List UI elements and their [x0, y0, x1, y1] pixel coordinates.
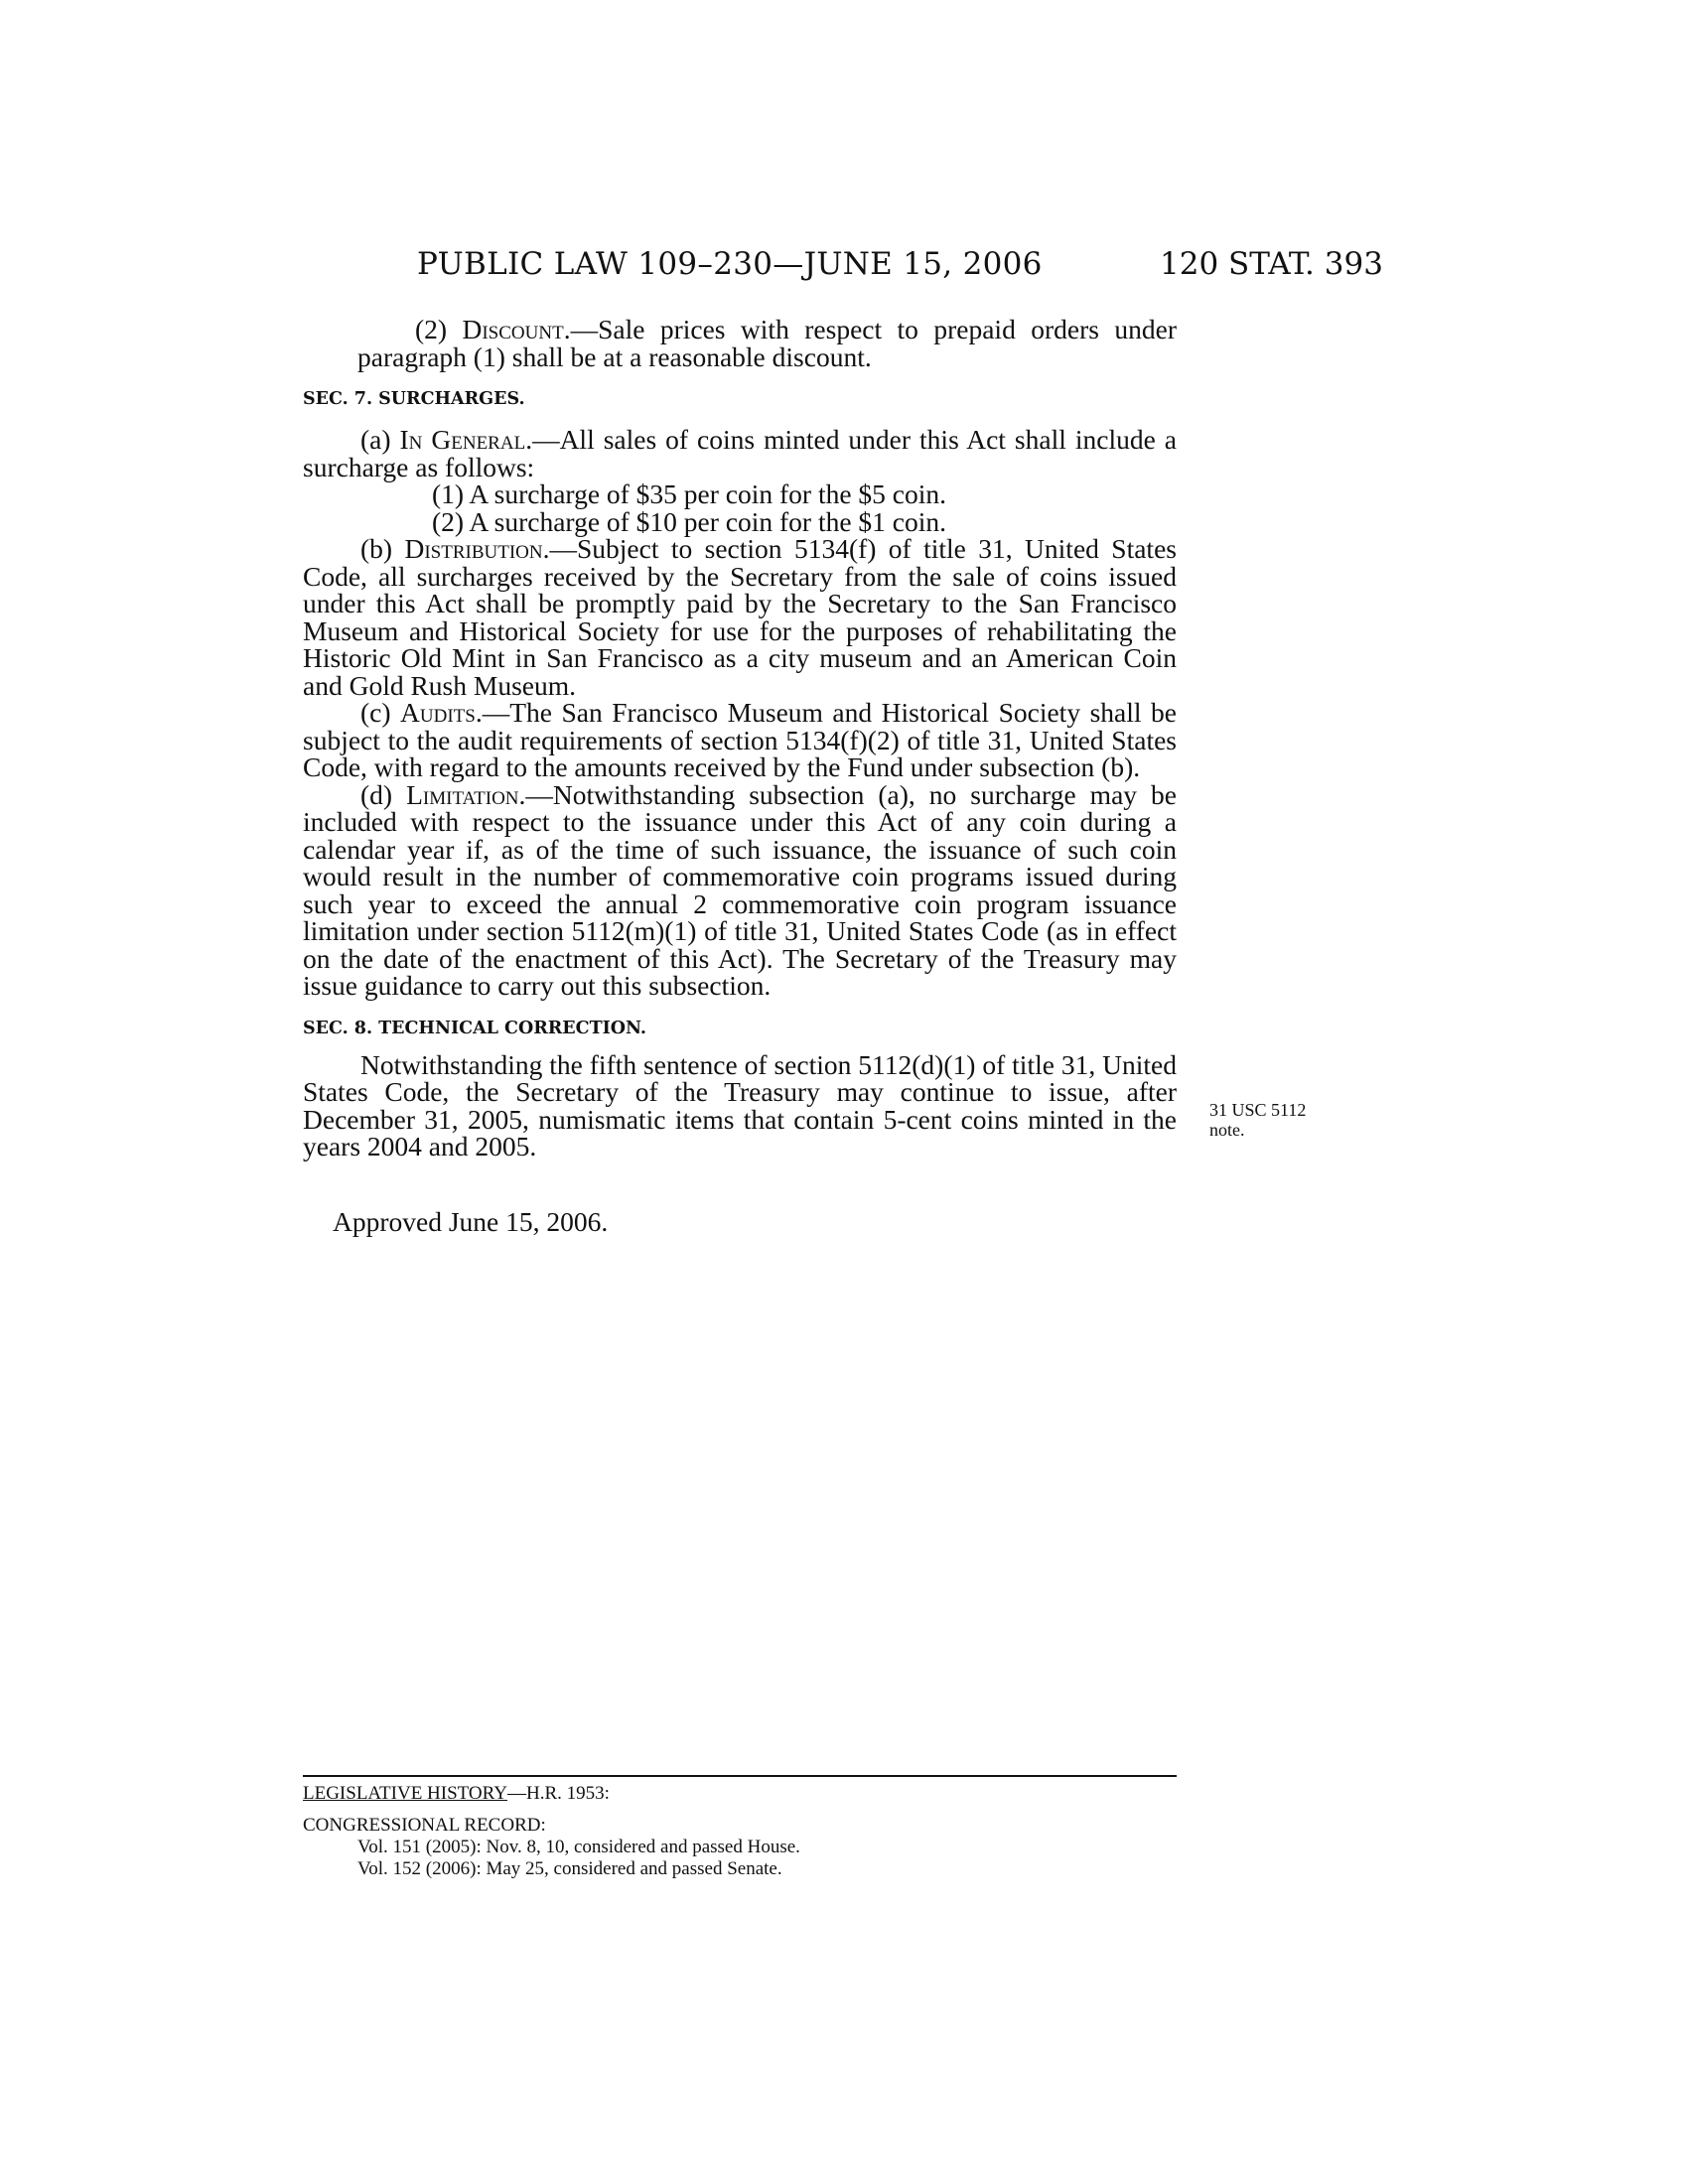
- statute-page-number: 120 STAT. 393: [1160, 246, 1383, 282]
- subsection-d: (d) Limitation.—Notwithstanding subsection (a), no surcharge may be included with respect to the issuance under this Act of any coin during a calendar year if, as of the time of such issuance, the issuance of such coin would result in the number of commemorative coin programs issued during such year to exceed the annual 2 commemorative coin program issuance limitation under section 5112(m)(1) of title 31, United States Code (as in effect on the date of the enactment of this Act). The Secretary of the Treasury may issue guidance to carry out this subsection.: [303, 778, 1177, 1001]
- footer-divider: [303, 1775, 1177, 1777]
- paragraph-discount: (2) Discount.—Sale prices with respect to prepaid orders under paragraph (1) shall be at a reasonable discount.: [357, 314, 1177, 372]
- subsection-a: (a) In General.—All sales of coins minted under this Act shall include a surcharge as follows:: [303, 424, 1177, 482]
- record-vol-152: Vol. 152 (2006): May 25, considered and passed Senate.: [357, 1858, 782, 1879]
- margin-citation-note: 31 USC 5112 note.: [1209, 1100, 1307, 1140]
- section-8-heading: SEC. 8. TECHNICAL CORRECTION.: [303, 1018, 647, 1038]
- legislative-history-line: LEGISLATIVE HISTORY—H.R. 1953:: [303, 1783, 610, 1804]
- subsection-b: (b) Distribution.—Subject to section 5134(f) of title 31, United States Code, all surcharges received by the Secretary from the sale of coins issued under this Act shall be promptly paid by the Secretary to the San Francisco Museum and Historical Society for use for the purposes of rehabilitating the Historic Old Mint in San Francisco as a city museum and an American Coin and Gold Rush Museum.: [303, 533, 1177, 701]
- subsection-c: (c) Audits.—The San Francisco Museum and Historical Society shall be subject to the audit requirements of section 5134(f)(2) of title 31, United States Code, with regard to the amounts received by the Fund under subsection (b).: [303, 697, 1177, 782]
- running-header-title: PUBLIC LAW 109–230—JUNE 15, 2006: [417, 246, 1043, 282]
- paragraph-a1: (1) A surcharge of $35 per coin for the $5 coin.: [432, 478, 947, 509]
- congressional-record-label: CONGRESSIONAL RECORD:: [303, 1815, 546, 1836]
- subsection-d-heading: Limitation: [406, 778, 519, 810]
- subsection-c-heading: Audits: [400, 697, 476, 728]
- document-body: [303, 316, 1177, 1235]
- discount-heading: Discount: [462, 314, 564, 344]
- approval-date: Approved June 15, 2006.: [333, 1205, 609, 1237]
- subsection-a-heading: In General: [399, 424, 526, 455]
- section-7-heading: SEC. 7. SURCHARGES.: [303, 389, 525, 409]
- legislative-history-footer: [303, 1783, 1177, 1880]
- section-8-text: Notwithstanding the fifth sentence of section 5112(d)(1) of title 31, United States Code, the Secretary of the Treasury may continue to issue, after December 31, 2005, numismatic items that contain 5-cent coins minted in the years 2004 and 2005.: [303, 1048, 1177, 1161]
- legislative-history-title: LEGISLATIVE HISTORY: [303, 1783, 508, 1804]
- paragraph-a2: (2) A surcharge of $10 per coin for the $1 coin.: [432, 505, 947, 537]
- subsection-b-heading: Distribution: [404, 533, 543, 564]
- record-vol-151: Vol. 151 (2005): Nov. 8, 10, considered and passed House.: [357, 1837, 800, 1857]
